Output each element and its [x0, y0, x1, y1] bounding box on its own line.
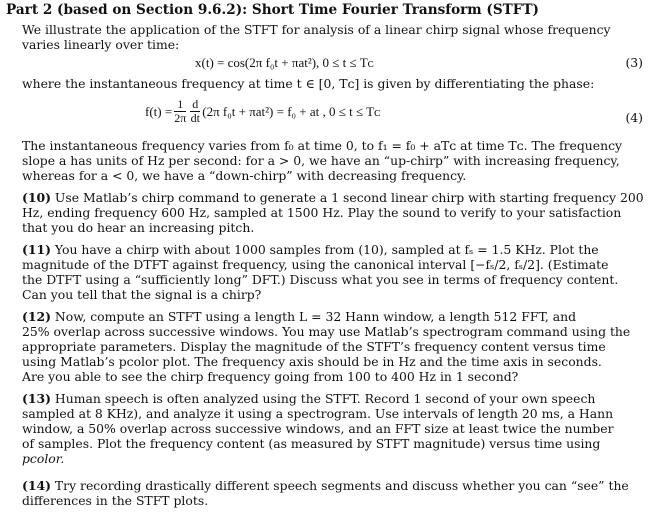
item-13-line-4: of samples. Plot the frequency content (as measured by STFT magnitude) versus time using — [22, 436, 601, 451]
equation-4-frac-num: 1 — [174, 98, 186, 112]
item-11-label: (11) — [22, 242, 51, 257]
item-12-line-3: appropriate parameters. Display the magnitude of the STFT’s frequency content versus time — [22, 339, 606, 354]
equation-4-d-num: d — [192, 97, 199, 111]
item-11-line-2: magnitude of the DTFT against frequency, using the canonical interval [−fₛ/2, fₛ/2]. (Estimate — [22, 257, 609, 272]
item-13-line-1: (13) Human speech is often analyzed using the STFT. Record 1 second of your own speech — [22, 391, 596, 406]
item-10-line-1: (10) Use Matlab’s chirp command to generate a 1 second linear chirp with starting frequency 200 — [22, 190, 644, 205]
equation-4-lhs: f(t) = — [145, 103, 173, 119]
intro-line-1: We illustrate the application of the STFT for analysis of a linear chirp signal whose frequency — [22, 22, 611, 37]
where-line: where the instantaneous frequency at time t ∈ [0, Tᴄ] is given by differentiating the phase: — [22, 76, 595, 91]
intro-line-2: varies linearly over time: — [22, 37, 180, 52]
equation-4-frac-den: 2π — [174, 111, 187, 125]
equation-4 — [145, 98, 380, 125]
freq-line-3: whereas for a < 0, we have a “down-chirp” with decreasing frequency. — [22, 168, 467, 183]
freq-line-1: The instantaneous frequency varies from f₀ at time 0, to f₁ = f₀ + aTᴄ at time Tᴄ. The frequency — [22, 138, 623, 153]
item-14-line-2: differences in the STFT plots. — [22, 493, 209, 508]
equation-3: x(t) = cos(2π f₀t + πat²), 0 ≤ t ≤ Tᴄ — [195, 55, 374, 70]
item-10-line-2: Hz, ending frequency 600 Hz, sampled at 1500 Hz. Play the sound to verify to your satisfaction — [22, 205, 622, 220]
item-11-line-4: Can you tell that the signal is a chirp? — [22, 287, 262, 302]
item-14-label: (14) — [22, 478, 51, 493]
item-11-line-3: the DTFT using a “sufficiently long” DFT.) Discuss what you see in terms of frequency content. — [22, 272, 619, 287]
item-13-line-2: sampled at 8 KHz), and analyze it using a spectrogram. Use intervals of length 20 ms, a Hann — [22, 406, 614, 421]
equation-4-derivative — [190, 98, 200, 125]
item-10-line-3: that you do hear an increasing pitch. — [22, 220, 255, 235]
equation-4-d-den: dt — [190, 111, 200, 125]
item-12-line-5: Are you able to see the chirp frequency going from 100 to 400 Hz in 1 second? — [22, 369, 519, 384]
item-13-line-3: window, a 50% overlap across successive windows, and an FFT size at least twice the number — [22, 421, 614, 436]
item-14-line-1: (14) Try recording drastically different speech segments and discuss whether you can “see” the — [22, 478, 629, 493]
section-title: Part 2 (based on Section 9.6.2): Short Time Fourier Transform (STFT) — [6, 2, 539, 18]
freq-line-2: slope a has units of Hz per second: for a > 0, we have an “up-chirp” with increasing frequency, — [22, 153, 620, 168]
item-12-label: (12) — [22, 309, 51, 324]
item-13-label: (13) — [22, 391, 51, 406]
item-10-label: (10) — [22, 190, 51, 205]
item-13-line-5: pcolor. — [22, 451, 65, 466]
item-12-line-4: using Matlab’s pcolor plot. The frequency axis should be in Hz and the time axis in seconds. — [22, 354, 602, 369]
item-11-line-1: (11) You have a chirp with about 1000 samples from (10), sampled at fₛ = 1.5 KHz. Plot the — [22, 242, 599, 257]
item-12-line-1: (12) Now, compute an STFT using a length L = 32 Hann window, a length 512 FFT, and — [22, 309, 577, 324]
equation-3-number: (3) — [625, 55, 643, 70]
equation-4-number: (4) — [625, 110, 643, 125]
item-12-line-2: 25% overlap across successive windows. You may use Matlab’s spectrogram command using the — [22, 324, 631, 339]
equation-4-rhs: (2π f₀t + πat²) = f₀ + at , 0 ≤ t ≤ Tᴄ — [202, 103, 381, 119]
equation-4-fraction — [174, 98, 186, 125]
